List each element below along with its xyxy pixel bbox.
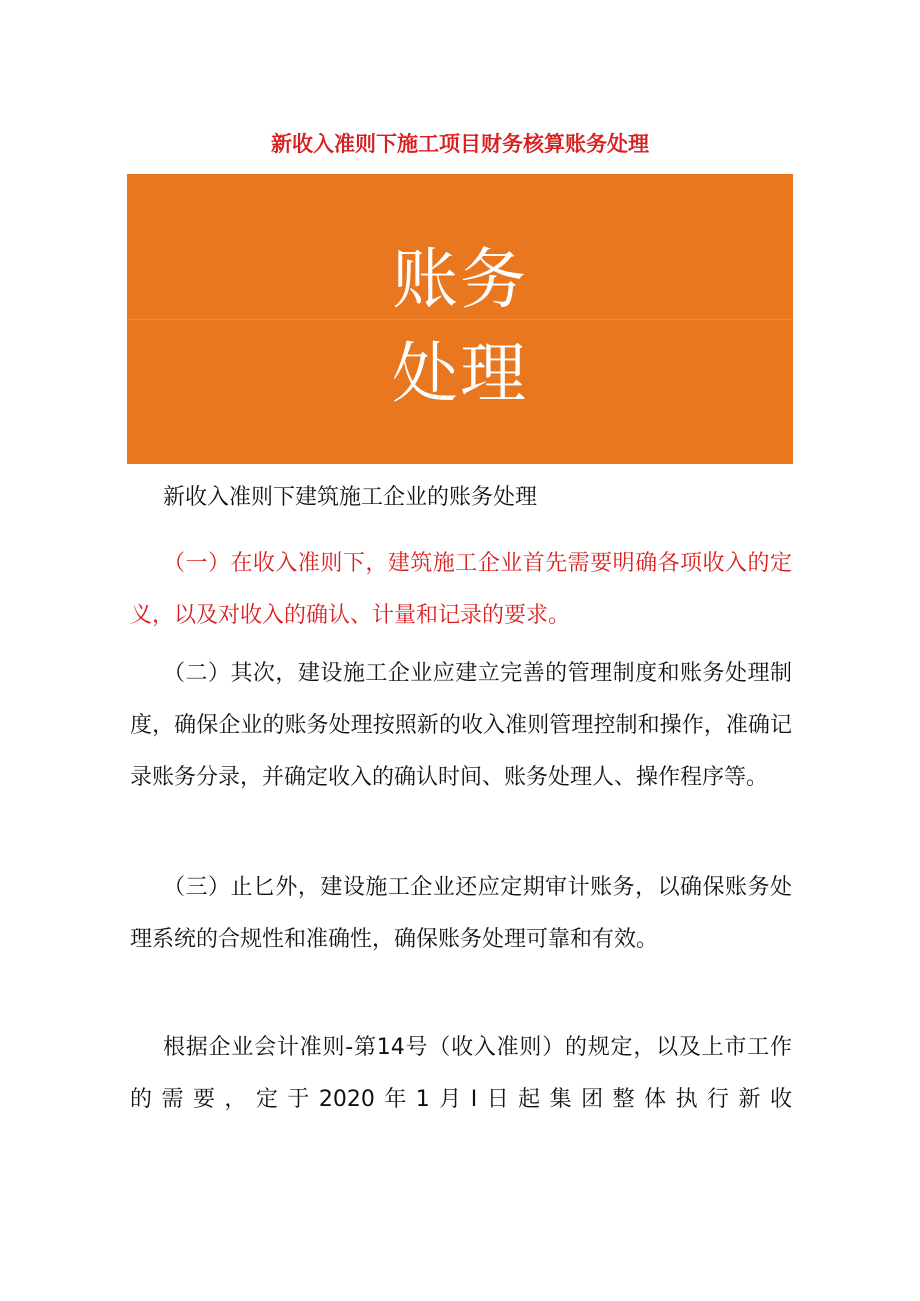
- paragraph-3: （三）止匕外，建设施工企业还应定期审计账务，以确保账务处理系统的合规性和准确性，确保账务处理可靠和有效。: [130, 875, 792, 952]
- paragraph-4: 根据企业会计准则-第14号（收入准则）的规定，以及上市工作的需要，定于2020年1月I日起集团整体执行新收: [130, 1035, 792, 1112]
- banner-divider: [127, 319, 793, 320]
- title-banner: [127, 174, 793, 464]
- banner-line-1: 账务: [392, 241, 528, 318]
- section-subheading: 新收入准则下建筑施工企业的账务处理: [163, 485, 538, 510]
- paragraph-1: （一）在收入准则下，建筑施工企业首先需要明确各项收入的定义，以及对收入的确认、计量和记录的要求。: [130, 551, 792, 628]
- banner-line-2: 处理: [392, 335, 528, 412]
- document-title: 新收入准则下施工项目财务核算账务处理: [271, 132, 649, 156]
- paragraph-2: （二）其次，建设施工企业应建立完善的管理制度和账务处理制度，确保企业的账务处理按照新的收入准则管理控制和操作，准确记录账务分录，并确定收入的确认时间、账务处理人、操作程序等。: [130, 661, 792, 790]
